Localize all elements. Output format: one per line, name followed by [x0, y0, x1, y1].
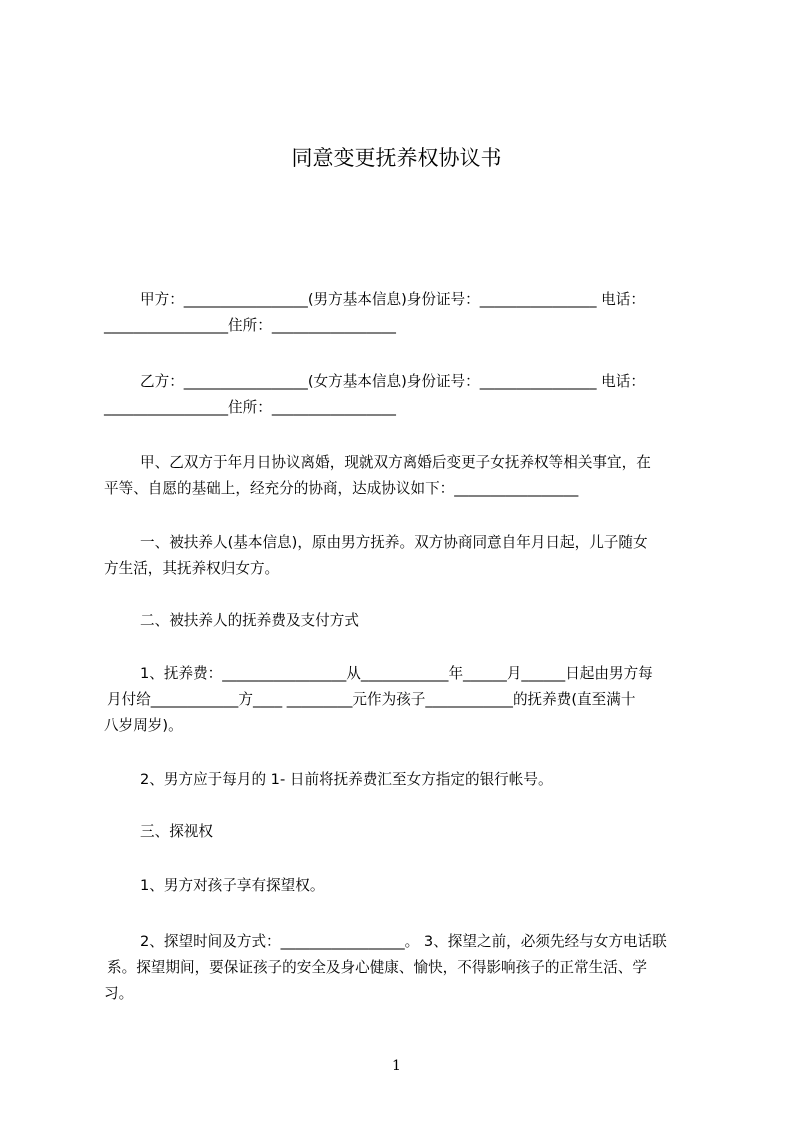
clause-2-heading: [104, 608, 704, 634]
clause-3-2-line-2: 系。探望期间，要保证孩子的安全及身心健康、愉快，不得影响孩子的正常生活、学: [107, 959, 647, 976]
clause-3-1-paragraph: [104, 873, 704, 899]
party-b-line-1: 乙方：_________________(女方基本信息)身份证号：________________ 电话：: [140, 373, 645, 390]
clause-3-1-text: 1、男方对孩子享有探望权。: [140, 877, 325, 894]
clause-3-2-line-3: 习。: [104, 985, 134, 1002]
clause-2-1-line-3: 八岁周岁)。: [104, 717, 183, 734]
party-a-line-2: _________________住所：_________________: [104, 317, 396, 334]
clause-2-2-text: 2、男方应于每月的 1- 日前将抚养费汇至女方指定的银行帐号。: [140, 771, 553, 788]
document-title: 同意变更抚养权协议书: [291, 146, 502, 170]
clause-3-2-paragraph: [104, 929, 704, 1007]
clause-2-2-paragraph: [104, 767, 704, 793]
clause-1-line-2: 方生活，其抚养权归女方。: [104, 560, 280, 577]
page-number: 1: [392, 1058, 401, 1074]
party-a-paragraph: [104, 287, 704, 339]
clause-2-1-paragraph: [104, 661, 704, 739]
preamble-line-2: 平等、自愿的基础上，经充分的协商，达成协议如下：_________________: [104, 480, 579, 497]
clause-3-heading-text: 三、探视权: [140, 823, 213, 840]
clause-2-heading-text: 二、被扶养人的抚养费及支付方式: [140, 612, 359, 629]
clause-1-paragraph: [104, 530, 704, 582]
party-b-paragraph: [104, 369, 704, 421]
party-a-line-1: 甲方：_________________(男方基本信息)身份证号：________________ 电话：: [140, 291, 645, 308]
preamble-paragraph: [104, 450, 704, 502]
clause-3-heading: [104, 819, 704, 845]
clause-2-1-line-2: 月付给____________方____ _________元作为孩子____________的抚养费(直至满十: [107, 691, 636, 708]
clause-3-2-line-1: 2、探望时间及方式：_________________。 3、探望之前，必须先经与女方电话联: [140, 933, 667, 950]
clause-2-1-line-1: 1、抚养费：_________________从____________年______月______日起由男方每: [140, 665, 653, 682]
preamble-line-1: 甲、乙双方于年月日协议离婚，现就双方离婚后变更子女抚养权等相关事宜，在: [140, 454, 651, 471]
party-b-line-2: _________________住所：_________________: [104, 399, 396, 416]
clause-1-line-1: 一、被扶养人(基本信息)，原由男方抚养。双方协商同意自年月日起，儿子随女: [140, 534, 648, 551]
